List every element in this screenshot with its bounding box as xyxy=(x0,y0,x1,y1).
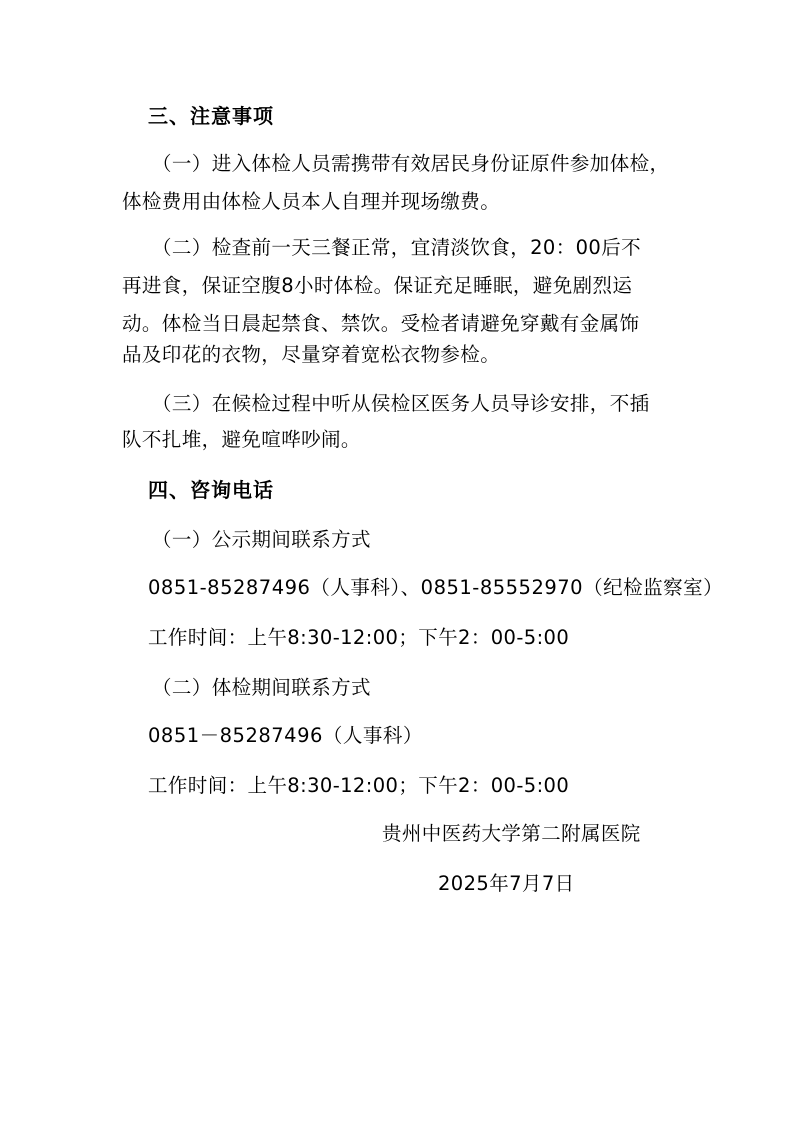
section-3-heading: 三、注意事项 xyxy=(148,104,274,128)
note-3-line-2: 队不扎堆，避免喧哗吵闹。 xyxy=(122,428,361,451)
note-1-line-1: （一）进入体检人员需携带有效居民身份证原件参加体检， xyxy=(152,152,670,175)
publicity-hours: 工作时间：上午8:30-12:00；下午2：00-5:00 xyxy=(148,626,570,649)
signature-date: 2025年7月7日 xyxy=(438,872,575,895)
publicity-phones: 0851-85287496（人事科）、0851-85552970（纪检监察室） xyxy=(148,576,724,599)
section-4-heading: 四、咨询电话 xyxy=(148,478,274,502)
exam-contact-title: （二）体检期间联系方式 xyxy=(152,676,371,699)
note-1-line-2: 体检费用由体检人员本人自理并现场缴费。 xyxy=(122,190,501,213)
publicity-contact-title: （一）公示期间联系方式 xyxy=(152,528,371,551)
note-3-line-1: （三）在候检过程中听从侯检区医务人员导诊安排，不插 xyxy=(152,392,650,415)
note-2-line-1: （二）检查前一天三餐正常，宜清淡饮食，20：00后不 xyxy=(152,236,642,259)
note-2-line-4: 品及印花的衣物，尽量穿着宽松衣物参检。 xyxy=(122,343,501,366)
note-2-line-3: 动。体检当日晨起禁食、禁饮。受检者请避免穿戴有金属饰 xyxy=(122,312,640,335)
note-2-line-2: 再进食，保证空腹8小时体检。保证充足睡眠，避免剧烈运 xyxy=(122,274,633,297)
exam-phones: 0851－85287496（人事科） xyxy=(148,724,423,747)
exam-hours: 工作时间：上午8:30-12:00；下午2：00-5:00 xyxy=(148,774,570,797)
signature-organization: 贵州中医药大学第二附属医院 xyxy=(382,822,641,845)
